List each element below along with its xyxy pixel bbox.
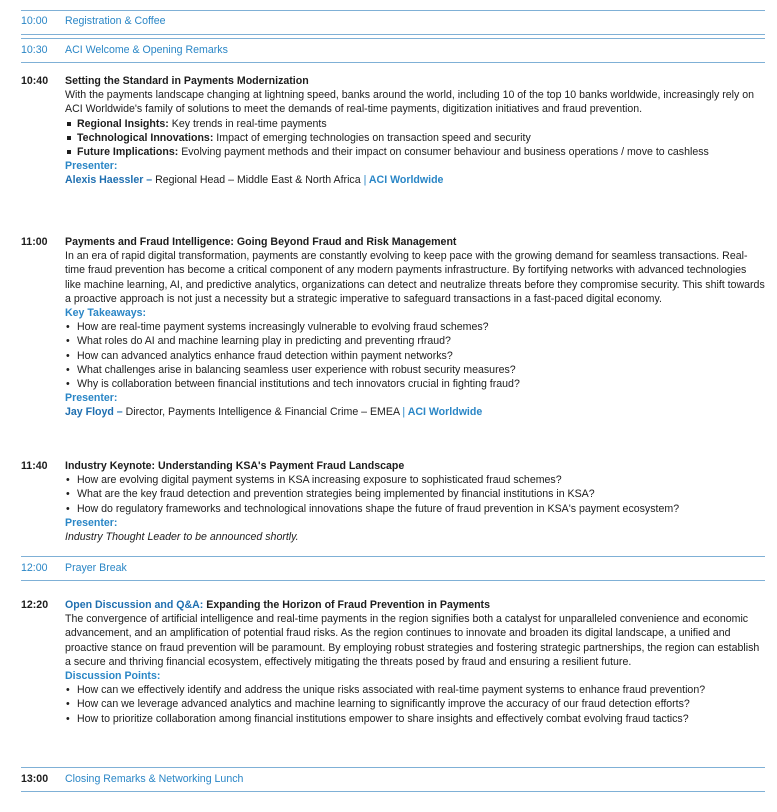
list-item: Regional Insights: Key trends in real-time payments: [65, 117, 765, 131]
session-description: In an era of rapid digital transformation, payments are constantly evolving to keep pace with the growing demand for seamless transactions. Real-time fraud prevention has become a critical component of any modern payments infrastructure. By fortifying networks with advanced technologies like machine learning, AI, and predictive analytics, organizations can detect and neutralize threats before they compromise security. This shift towards a proactive approach is not just a necessity but a strategic imperative to safeguard transactions in a fast-paced digital economy.: [65, 250, 765, 305]
agenda-label: Prayer Break: [65, 562, 127, 574]
session-title: Setting the Standard in Payments Modernization: [65, 75, 309, 87]
agenda-row-closing: [21, 772, 243, 786]
presenter-role: Director, Payments Intelligence & Financial Crime – EMEA: [122, 406, 403, 419]
agenda-time: 10:30: [21, 44, 48, 56]
list-item: • How are real-time payment systems increasingly vulnerable to evolving fraud schemes?: [65, 320, 765, 334]
presenter-org: ACI Worldwide: [366, 174, 444, 187]
divider: [21, 62, 765, 63]
list-item: • What are the key fraud detection and prevention strategies being implemented by financial institutions in KSA?: [65, 487, 765, 501]
list-item: • What challenges arise in balancing seamless user experience with robust security measures?: [65, 363, 765, 377]
list-item: • How to prioritize collaboration among financial institutions empower to share insights and effectively combat evolving fraud tactics?: [65, 712, 765, 726]
session-description: The convergence of artificial intelligence and real-time payments in the region signifies both a catalyst for unparalleled convenience and economic advancement, and an amplification of potential fraud risks. As the region continues to innovate and broaden its digital landscape, a unified and proactive stance on fraud prevention will be paramount. By employing robust strategies and fostering strategic partnerships, the region can establish a secure and thriving financial ecosystem, effectively mitigating the threats posed by fraud and ensuring a resilient future.: [65, 613, 760, 668]
session-time: 11:40: [21, 460, 48, 472]
divider: [21, 34, 765, 35]
agenda-label: Closing Remarks & Networking Lunch: [65, 773, 244, 785]
session-bullets: [65, 117, 765, 160]
agenda-time: 12:00: [21, 562, 48, 574]
points-heading: Discussion Points:: [65, 670, 161, 683]
list-item: • How do regulatory frameworks and technological innovations shape the future of fraud prevention in KSA's payment ecosystem?: [65, 502, 765, 516]
list-item: • How can we leverage advanced analytics and machine learning to significantly improve the accuracy of our fraud detection efforts?: [65, 697, 765, 711]
presenter-name: Jay Floyd –: [65, 406, 123, 419]
presenter-note: Industry Thought Leader to be announced shortly.: [65, 531, 299, 544]
agenda-time: 10:00: [21, 15, 48, 27]
agenda-label: Registration & Coffee: [65, 15, 166, 27]
divider: [21, 10, 765, 11]
list-item: • Why is collaboration between financial institutions and tech innovators crucial in fighting fraud?: [65, 377, 765, 391]
list-item: • How can we effectively identify and address the unique risks associated with real-time payment systems to enhance fraud prevention?: [65, 683, 765, 697]
session-bullets: [65, 473, 765, 516]
presenter-heading: Presenter:: [65, 160, 118, 173]
session-title: Payments and Fraud Intelligence: Going Beyond Fraud and Risk Management: [65, 236, 457, 248]
session-title: Open Discussion and Q&A: Expanding the Horizon of Fraud Prevention in Payments: [65, 599, 490, 611]
presenter-heading: Presenter:: [65, 392, 118, 405]
presenter-line: Alexis Haessler – Regional Head – Middle East & North Africa | ACI Worldwide: [65, 174, 444, 187]
session-bullets: [65, 683, 765, 726]
session-bullets: [65, 320, 765, 391]
list-item: • How are evolving digital payment systems in KSA increasing exposure to sophisticated fraud schemes?: [65, 473, 765, 487]
session-time: 11:00: [21, 236, 48, 248]
takeaways-heading: Key Takeaways:: [65, 307, 147, 320]
agenda-row-prayer: [21, 561, 127, 575]
list-item: Technological Innovations: Impact of emerging technologies on transaction speed and security: [65, 131, 765, 145]
list-item: • What roles do AI and machine learning play in predicting and preventing rfraud?: [65, 334, 765, 348]
list-item: Future Implications: Evolving payment methods and their impact on consumer behaviour and business operations / move to cashless: [65, 145, 765, 159]
divider: [21, 556, 765, 557]
session-time: 12:20: [21, 599, 49, 611]
session-time: 10:40: [21, 75, 49, 87]
presenter-line: Jay Floyd – Director, Payments Intelligence & Financial Crime – EMEA | ACI Worldwide: [65, 406, 483, 419]
divider: [21, 767, 765, 768]
presenter-name: Alexis Haessler –: [65, 174, 153, 187]
agenda-row-welcome: [21, 43, 228, 57]
presenter-heading: Presenter:: [65, 516, 118, 529]
agenda-label: ACI Welcome & Opening Remarks: [65, 44, 228, 56]
agenda-row-registration: [21, 14, 166, 28]
divider: [21, 791, 765, 792]
session-description: With the payments landscape changing at lightning speed, banks around the world, including 10 of the top 10 banks worldwide, increasingly rely on ACI Worldwide's family of solutions to meet the demands of real-time payments, digitization initiatives and fraud prevention.: [65, 89, 755, 116]
list-item: • How can advanced analytics enhance fraud detection within payment networks?: [65, 349, 765, 363]
agenda-time: 13:00: [21, 773, 49, 785]
divider: [21, 580, 765, 581]
presenter-org: ACI Worldwide: [405, 406, 483, 419]
session-title: Industry Keynote: Understanding KSA's Payment Fraud Landscape: [65, 460, 405, 472]
presenter-role: Regional Head – Middle East & North Africa: [152, 174, 364, 187]
divider: [21, 38, 765, 39]
